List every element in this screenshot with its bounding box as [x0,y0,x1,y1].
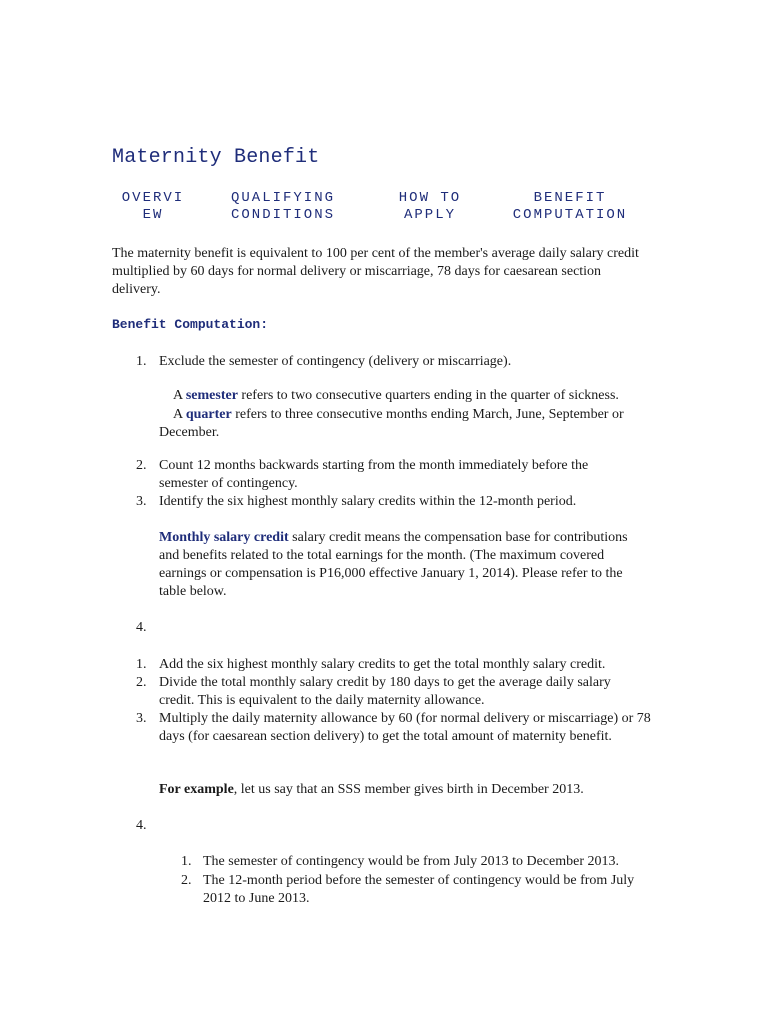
step-3-text: Identify the six highest monthly salary credits within the 12-month period. [159,494,577,509]
calc-step-2-text: Divide the total monthly salary credit by 180 days to get the average daily salary credit. This is equivalent to the daily maternity allowance. [159,675,611,708]
example-step-2-text: The 12-month period before the semester of contingency would be from July 2012 to June 2013. [203,873,635,906]
tab-qualifying-conditions[interactable] [222,190,344,224]
step-4-number-second: 4. [136,818,147,833]
example-bold: For example [159,782,234,797]
quarter-rest: refers to three consecutive months ending March, June, September or December. [159,407,624,440]
semester-rest: refers to two consecutive quarters ending in the quarter of sickness. [237,388,619,403]
tab-benefit-computation[interactable] [500,190,640,224]
quarter-prefix: A [173,407,186,422]
semester-definition [159,387,659,405]
monthly-salary-credit-paragraph [159,529,629,601]
example-step-1-text: The semester of contingency would be from July 2013 to December 2013. [203,854,620,869]
example-step-2-number: 2. [181,873,192,888]
step-1-text: Exclude the semester of contingency (delivery or miscarriage). [159,354,512,369]
tab-qualifying-line2: CONDITIONS [230,207,335,223]
benefit-computation-heading: Benefit Computation: [112,317,269,332]
tab-qualifying-line1: QUALIFYING [230,190,335,206]
calc-step-3-text: Multiply the daily maternity allowance by 60 (for normal delivery or miscarriage) or 78 days (for caesarean section delivery) to get the total amount of maternity benefit. [159,711,651,744]
semester-term: semester [185,388,238,403]
quarter-definition [159,406,659,442]
calc-step-3-number: 3. [136,711,147,726]
step-2-number: 2. [136,458,147,473]
example-rest: , let us say that an SSS member gives birth in December 2013. [233,782,584,797]
calc-step-1-text: Add the six highest monthly salary credits to get the total monthly salary credit. [159,657,606,672]
page-title: Maternity Benefit [112,146,320,169]
tab-benefit-computation-line2: COMPUTATION [512,207,628,223]
step-2-text: Count 12 months backwards starting from the month immediately before the semester of contingency. [159,458,589,491]
monthly-salary-credit-term: Monthly salary credit [159,530,289,545]
tab-how-to-apply[interactable] [382,190,478,224]
example-step-1-number: 1. [181,854,192,869]
tab-overview-line1: OVERVI [121,190,185,206]
quarter-term: quarter [185,407,232,422]
step-1-number: 1. [136,354,147,369]
calc-step-2-number: 2. [136,675,147,690]
example-paragraph [159,781,649,799]
tab-overview[interactable] [112,190,194,224]
tab-overview-line2: EW [142,207,164,223]
tab-benefit-computation-line1: BENEFIT [533,190,607,206]
step-3-number: 3. [136,494,147,509]
semester-prefix: A [173,388,186,403]
intro-paragraph: The maternity benefit is equivalent to 100 per cent of the member's average daily salary credit multiplied by 60 days for normal delivery or miscarriage, 78 days for caesarean section delivery. [112,246,639,297]
calc-step-1-number: 1. [136,657,147,672]
tab-how-to-apply-line2: APPLY [403,207,456,223]
step-4-number-first: 4. [136,620,147,635]
monthly-salary-credit-rest: salary credit means the compensation base for contributions and benefits related to the total earnings for the month. (The maximum covered earnings or compensation is P16,000 effective January 1, 2014). Please refer to the table below. [159,530,628,599]
tab-how-to-apply-line1: HOW TO [398,190,462,206]
